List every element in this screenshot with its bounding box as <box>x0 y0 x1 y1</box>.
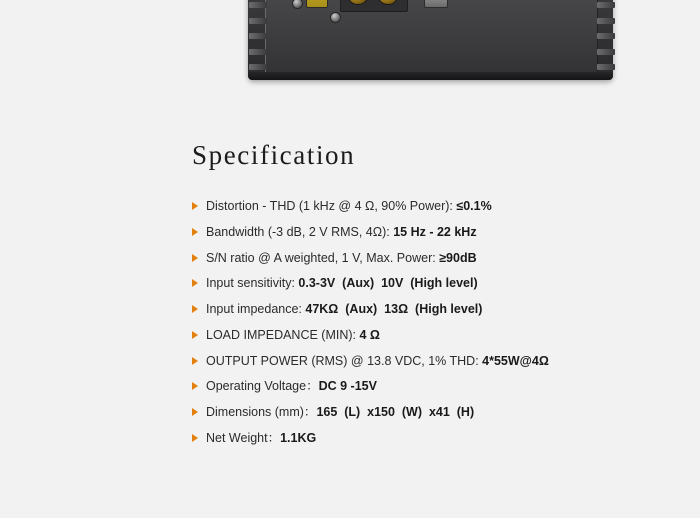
arrow-bullet-icon <box>192 434 198 442</box>
spec-label: OUTPUT POWER (RMS) @ 13.8 VDC, 1% THD: <box>206 353 483 368</box>
spec-label: Bandwidth (-3 dB, 2 V RMS, 4Ω): <box>206 224 394 239</box>
spec-label: Input sensitivity: <box>206 276 299 291</box>
spec-label: Dimensions (mm)： <box>206 405 317 419</box>
list-item <box>192 300 700 319</box>
spec-label: Distortion - THD (1 kHz @ 4 Ω, 90% Power): <box>206 199 457 213</box>
list-item <box>192 377 700 396</box>
spec-value: 0.3-3V (Aux) 10V (High level) <box>298 276 478 291</box>
spec-value: DC 9 -15V <box>318 379 377 394</box>
spec-label: Net Weight： <box>206 430 281 445</box>
heatsink-fins-right <box>597 0 615 76</box>
spec-value: 4 Ω <box>359 327 380 342</box>
list-item <box>192 274 700 293</box>
list-item <box>192 249 700 268</box>
spec-value: 1.1KG <box>280 430 317 445</box>
spec-value: ≤0.1% <box>456 199 492 213</box>
arrow-bullet-icon <box>192 382 198 390</box>
chassis-screw-icon <box>330 12 341 23</box>
arrow-bullet-icon <box>192 254 198 262</box>
product-photo <box>0 0 700 100</box>
arrow-bullet-icon <box>192 305 198 313</box>
arrow-bullet-icon <box>192 228 198 236</box>
chassis-bottom-edge <box>248 72 613 80</box>
list-item <box>192 326 700 345</box>
arrow-bullet-icon <box>192 331 198 339</box>
spec-value: 4*55W@4Ω <box>482 353 549 368</box>
list-item <box>192 352 700 371</box>
power-terminal-icon <box>306 0 328 8</box>
specification-list <box>0 197 700 448</box>
spec-value: 165 (L) x150 (W) x41 (H) <box>316 405 475 419</box>
arrow-bullet-icon <box>192 357 198 365</box>
list-item <box>192 223 700 242</box>
spec-value: 15 Hz - 22 kHz <box>393 224 477 239</box>
spec-value: 47KΩ (Aux) 13Ω (High level) <box>305 302 483 316</box>
speaker-terminal-icon <box>340 0 408 12</box>
amplifier-front-panel <box>265 0 598 78</box>
heatsink-fins-left <box>249 0 267 76</box>
spec-value: ≥90dB <box>439 250 477 265</box>
page-title: Specification <box>192 140 356 170</box>
arrow-bullet-icon <box>192 202 198 210</box>
spec-label: LOAD IMPEDANCE (MIN): <box>206 327 360 342</box>
arrow-bullet-icon <box>192 279 198 287</box>
specification-section <box>0 140 700 455</box>
list-item <box>192 429 700 448</box>
spec-label: S/N ratio @ A weighted, 1 V, Max. Power: <box>206 250 440 265</box>
spec-label: Input impedance: <box>206 302 306 316</box>
spec-label: Operating Voltage： <box>206 379 319 394</box>
arrow-bullet-icon <box>192 408 198 416</box>
list-item <box>192 403 700 422</box>
remote-plug-icon <box>424 0 448 8</box>
list-item <box>192 197 700 216</box>
